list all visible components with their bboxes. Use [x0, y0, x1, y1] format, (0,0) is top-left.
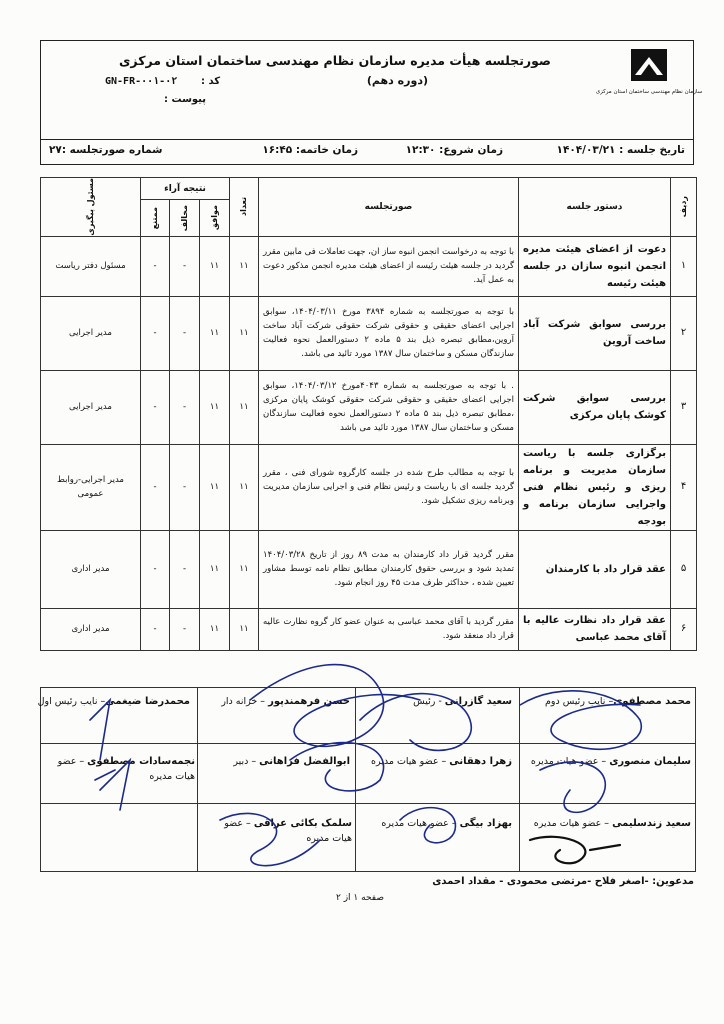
count-cell: ۱۱ — [230, 530, 259, 608]
disagree-cell: - — [170, 296, 200, 370]
start-time: زمان شروع: ۱۲:۳۰ — [405, 144, 503, 156]
header-vote-result: نتیجه آراء — [141, 178, 230, 200]
abstain-cell: - — [141, 236, 170, 296]
count-cell: ۱۱ — [230, 296, 259, 370]
signatory-2: سعید گازرانی - رئیس — [413, 696, 512, 707]
row-index: ۵ — [671, 530, 697, 608]
table-row — [41, 444, 697, 530]
signature-row-divider — [41, 803, 695, 804]
disagree-cell: - — [170, 530, 200, 608]
header-row-index: ردیف — [671, 178, 697, 237]
signatory-7: ابوالفضل فراهانی – دبیر — [233, 756, 350, 767]
abstain-cell: - — [141, 530, 170, 608]
followup-cell: مدیر اجرایی — [41, 296, 141, 370]
table-row — [41, 296, 697, 370]
code-value: GN-FR-۰۰۱-۰۲ — [105, 76, 178, 87]
header-minutes: صورتجلسه — [259, 178, 519, 237]
signatory-11: سلمک بکائی عراقی – عضو هیات مدیره — [224, 818, 352, 844]
disagree-cell: - — [170, 236, 200, 296]
count-cell: ۱۱ — [230, 370, 259, 444]
agenda-cell: بررسی سوابق شرکت آباد ساخت آروین — [519, 296, 671, 370]
agenda-cell: برگزاری جلسه با ریاست سازمان مدیریت و برنامه ریزی و رئیس نظام فنی واجرایی سازمان برنامه و بودجه — [519, 444, 671, 530]
attachment-label: پیوست : — [164, 94, 207, 105]
minutes-cell: با توجه به درخواست انجمن انبوه ساز ان، جهت تعاملات فی مابین مقرر گردید در جلسه هیئت رئیسه از اعضای هیئت مدیره انجمن مذکور دعوت به عمل آید. — [259, 236, 519, 296]
row-index: ۶ — [671, 608, 697, 650]
disagree-cell: - — [170, 444, 200, 530]
code-label: کد : — [201, 76, 221, 87]
signatory-6: زهرا دهقانی – عضو هیات مدیره — [370, 756, 512, 767]
minutes-cell: با توجه به صورتجلسه به شماره ۳۸۹۴ مورخ ۱۴۰۴/۰۳/۱۱، سوابق اجرایی اعضای حقیقی و حقوقی شرکت حقوقی شرکت آباد ساخت آروین،مطابق تبصره ذیل بند ۵ ماده ۲ دستورالعمل نحوه فعالیت سازندگان مسکن و ساختمان سال ۱۳۸۷ مورد تائید می باشد. — [259, 296, 519, 370]
organization-logo — [595, 47, 703, 109]
document-subtitle: (دوره دهم) — [366, 74, 428, 87]
count-cell: ۱۱ — [230, 608, 259, 650]
header-divider — [41, 139, 693, 140]
header-agenda: دستور جلسه — [519, 178, 671, 237]
abstain-cell: - — [141, 608, 170, 650]
document-header — [40, 40, 703, 165]
minutes-cell: مقرر گردید قرار داد کارمندان به مدت ۸۹ روز از تاریخ ۱۴۰۴/۰۳/۲۸ تمدید شود و بررسی حقوق کارمندان مطابق نظام نامه توسط مشاور تعیین شده ، حداکثر ظرف مدت ۴۵ روز انجام شود. — [259, 530, 519, 608]
page-number: صفحه ۱ از ۲ — [336, 893, 384, 903]
agenda-cell: بررسی سوابق شرکت کوشک پایان مرکزی — [519, 370, 671, 444]
signatory-8: نجمه‌سادات مصطفوی – عضو هیات مدیره — [57, 756, 195, 782]
agree-cell: ۱۱ — [200, 530, 230, 608]
agenda-cell: عقد قرار داد با کارمندان — [519, 530, 671, 608]
logo-emblem-icon — [595, 47, 703, 109]
abstain-cell: - — [141, 296, 170, 370]
agree-cell: ۱۱ — [200, 608, 230, 650]
table-row — [41, 608, 697, 650]
signature-row-divider — [41, 743, 695, 744]
disagree-cell: - — [170, 370, 200, 444]
header-followup: مسئول پیگیری — [41, 178, 141, 237]
count-cell: ۱۱ — [230, 236, 259, 296]
table-row — [41, 370, 697, 444]
signature-col-divider — [519, 688, 520, 871]
count-cell: ۱۱ — [230, 444, 259, 530]
followup-cell: مدیر اجرایی-روابط عمومی — [41, 444, 141, 530]
header-count: تعداد — [230, 178, 259, 237]
minutes-number: شماره صورتجلسه :۲۷ — [49, 144, 163, 156]
minutes-table — [40, 177, 697, 651]
signatory-1: محمد مصطفوی– نایب رئیس دوم — [544, 696, 691, 707]
agree-cell: ۱۱ — [200, 296, 230, 370]
agree-cell: ۱۱ — [200, 370, 230, 444]
header-abstain: ممتنع — [141, 200, 170, 236]
signatory-3: حسن فرهمندپور – خزانه دار — [221, 696, 350, 707]
table-row — [41, 530, 697, 608]
followup-cell: مدیر اداری — [41, 608, 141, 650]
table-header-row — [41, 178, 697, 200]
signature-col-divider — [197, 688, 198, 871]
header-agree: موافق — [200, 200, 230, 236]
agree-cell: ۱۱ — [200, 444, 230, 530]
minutes-cell: . با توجه به صورتجلسه به شماره ۴۰۴۳مورخ ۱۴۰۴/۰۳/۱۲، سوابق اجرایی اعضای حقیقی و حقوقی شرکت حقوقی کوشک پایان مرکزی ،مطابق تبصره ذیل بند ۵ ماده ۲ دستورالعمل نحوه فعالیت سازندگان مسکن و ساختمان سال ۱۳۸۷ مورد تائید می باشد — [259, 370, 519, 444]
agenda-cell: دعوت از اعضای هیئت مدیره انجمن انبوه سازان در جلسه هیئت رئیسه — [519, 236, 671, 296]
agree-cell: ۱۱ — [200, 236, 230, 296]
meeting-date: تاریخ جلسه : ۱۴۰۴/۰۳/۲۱ — [556, 144, 685, 156]
disagree-cell: - — [170, 608, 200, 650]
row-index: ۳ — [671, 370, 697, 444]
signatory-9: سعید زندسلیمی – عضو هیات مدیره — [533, 818, 691, 829]
end-time: زمان خاتمه: ۱۶:۴۵ — [262, 144, 358, 156]
logo-text: سازمان نظام مهندسی ساختمان استان مرکزی — [595, 89, 703, 95]
table-row — [41, 236, 697, 296]
abstain-cell: - — [141, 444, 170, 530]
row-index: ۴ — [671, 444, 697, 530]
row-index: ۲ — [671, 296, 697, 370]
document-title: صورتجلسه هیأت مدیره سازمان نظام مهندسی ساختمان استان مرکزی — [118, 53, 551, 68]
header-disagree: مخالف — [170, 200, 200, 236]
minutes-cell: با توجه به مطالب طرح شده در جلسه کارگروه شورای فنی ، مقرر گردید جلسه ای با ریاست و رئیس نظام فنی و اجرایی سازمان مدیریت وبرنامه ریزی تشکیل شود. — [259, 444, 519, 530]
abstain-cell: - — [141, 370, 170, 444]
invitees-line: مدعوین: -اصغر فلاح -مرتضی محمودی - مقداد احمدی — [432, 876, 694, 887]
signatory-5: سلیمان منصوری – عضو هیات مدیره — [530, 756, 691, 767]
signatory-10: بهزاد بیگی – عضو هیات مدیره — [381, 818, 512, 829]
signature-block — [37, 687, 696, 872]
signature-col-divider — [355, 688, 356, 871]
followup-cell: مدیر اداری — [41, 530, 141, 608]
minutes-cell: مقرر گردید با آقای محمد عباسی به عنوان عضو کار گروه نظارت عالیه قرار داد منعقد شود. — [259, 608, 519, 650]
followup-cell: مسئول دفتر ریاست — [41, 236, 141, 296]
row-index: ۱ — [671, 236, 697, 296]
signatory-4: محمدرضا ضیغمی– نایب رئیس اول — [37, 696, 190, 707]
followup-cell: مدیر اجرایی — [41, 370, 141, 444]
agenda-cell: عقد قرار داد نظارت عالیه با آقای محمد عباسی — [519, 608, 671, 650]
